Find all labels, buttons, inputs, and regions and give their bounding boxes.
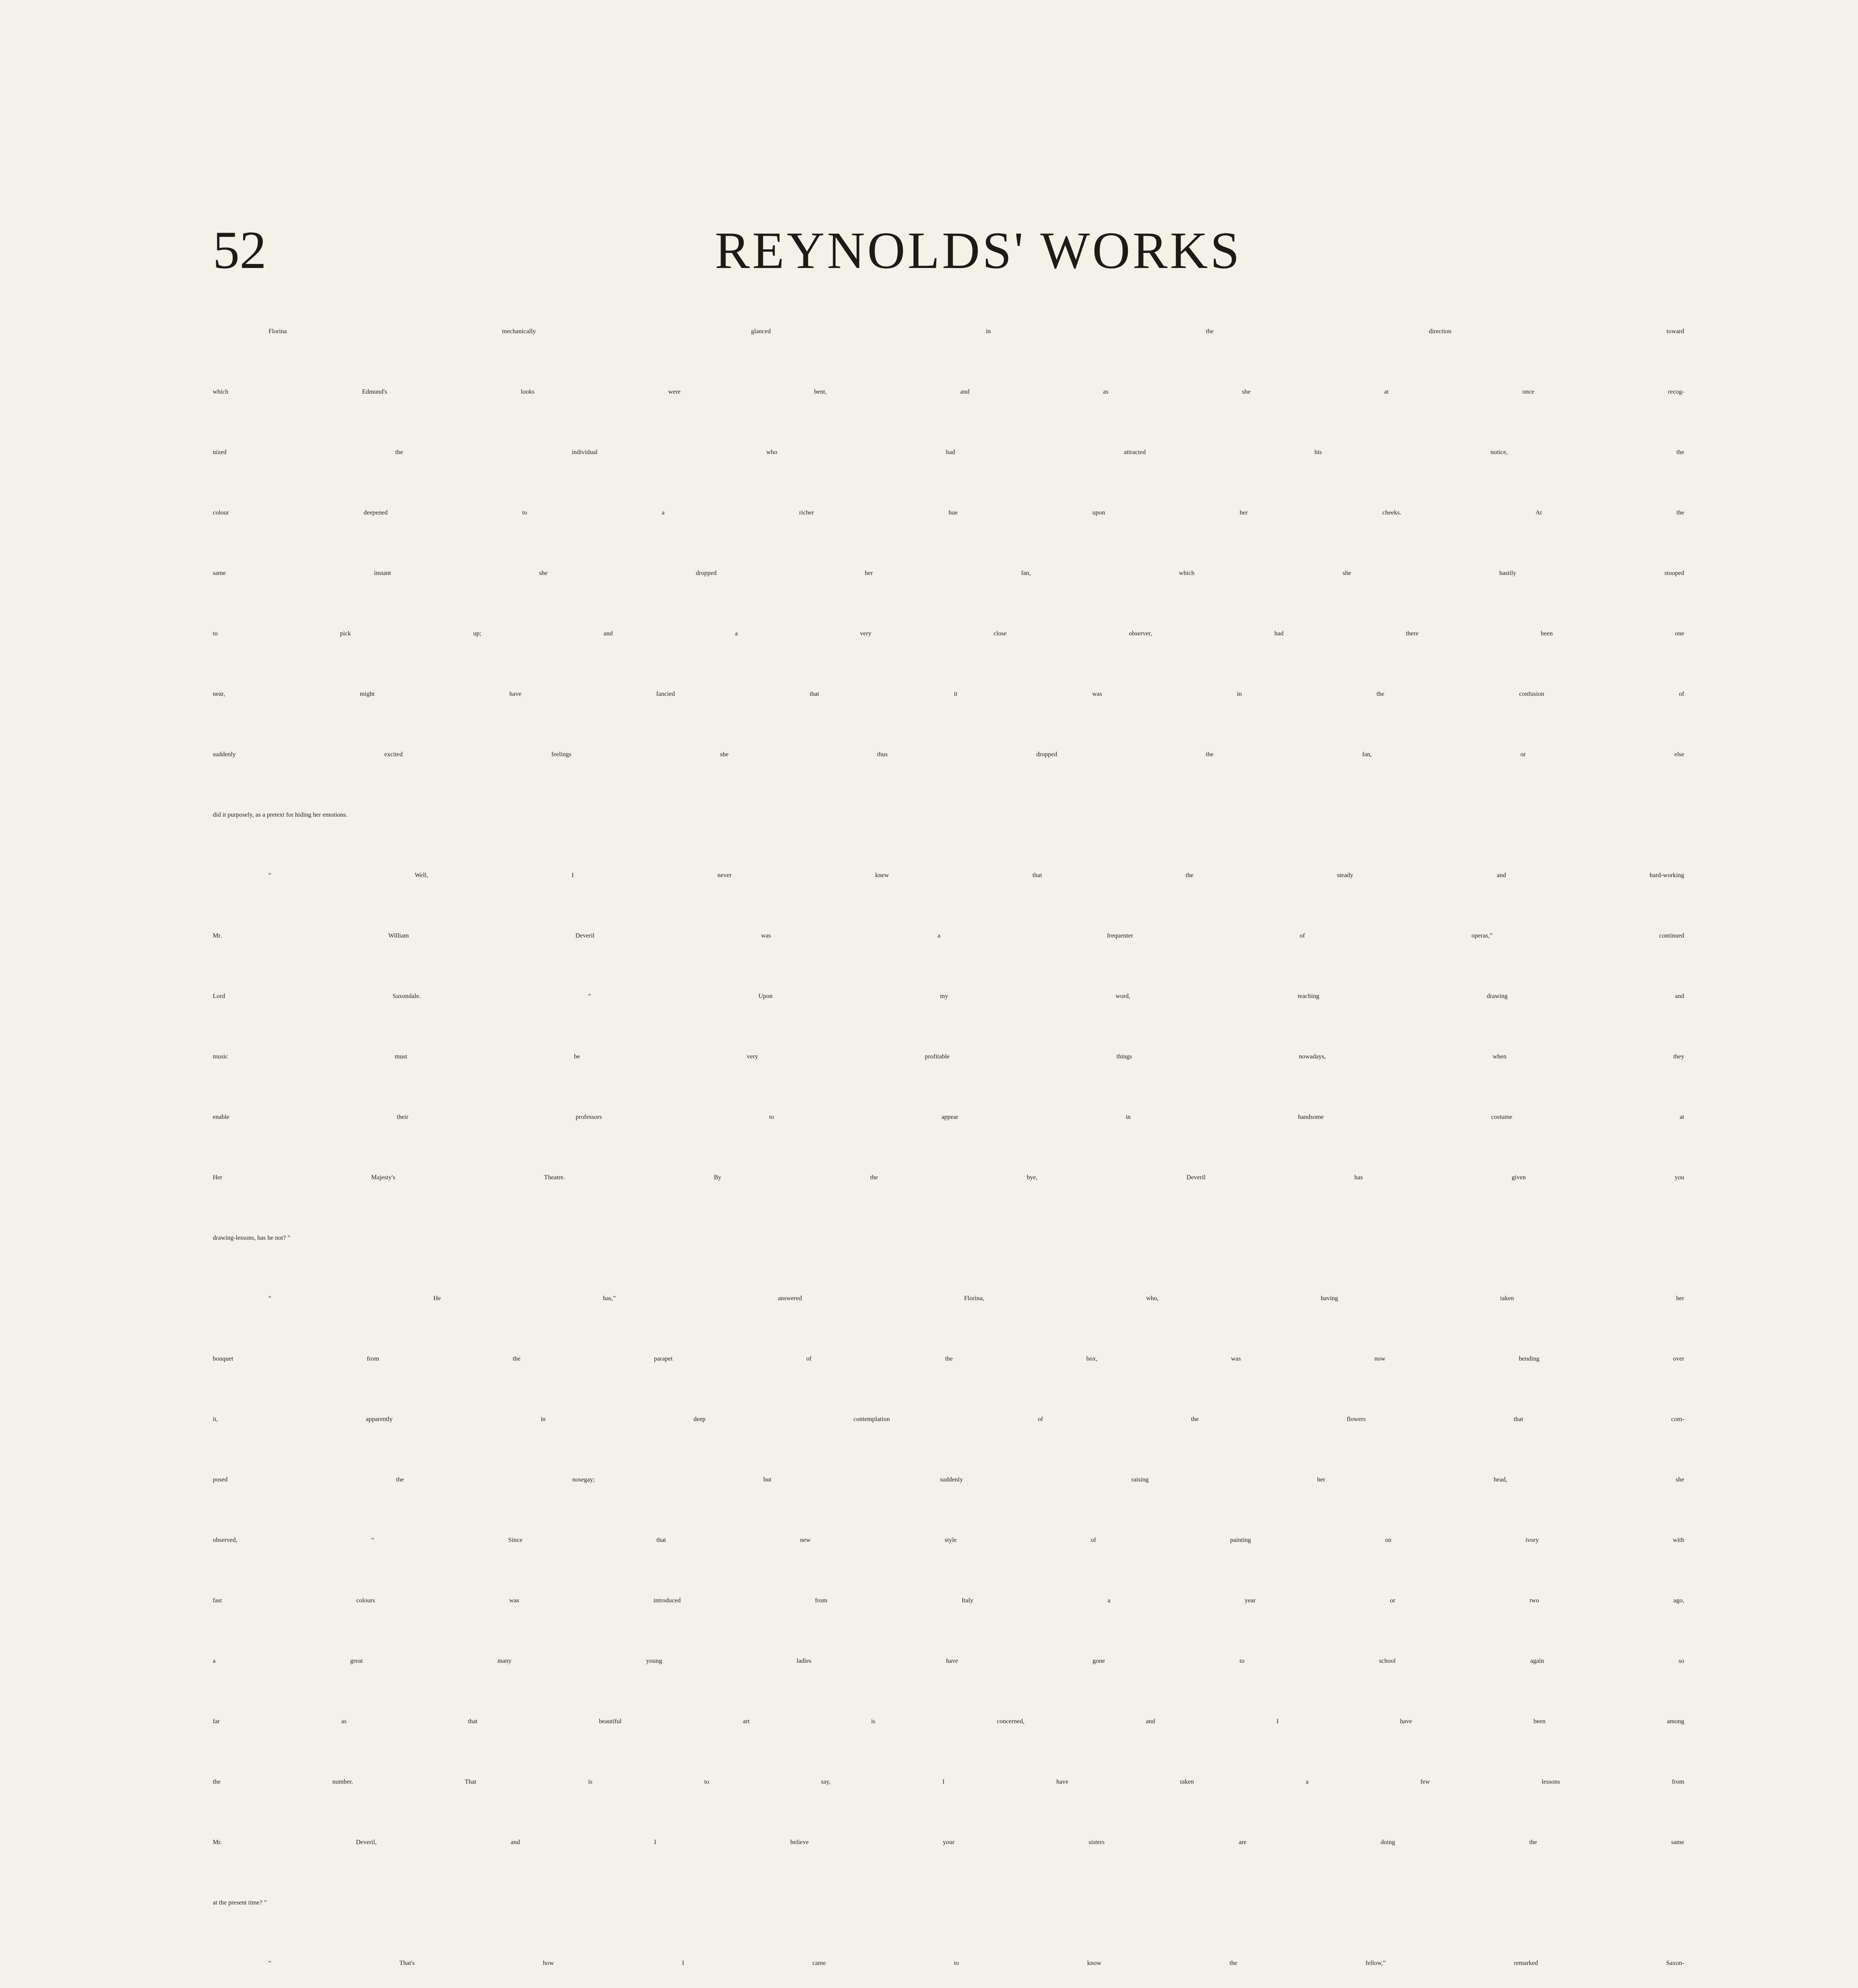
text-line: far as that beautiful art is concerned, and I have been among	[213, 1718, 1684, 1725]
page-number: 52	[213, 221, 266, 280]
text-line: enable their professors to appear in handsome costume at	[213, 1114, 1684, 1120]
text-line: at the present time? ”	[213, 1899, 267, 1906]
text-line: the number. That is to say, I have taken a few lessons from	[213, 1778, 1684, 1785]
paragraph-3	[213, 1295, 1684, 1960]
text-line: suddenly excited feelings she thus dropped the fan, or else	[213, 751, 1684, 758]
body-text	[213, 328, 1684, 1988]
text-line: drawing-lessons, has he not? ”	[213, 1235, 291, 1241]
text-line: which Edmund's looks were bent, and as she at once recog-	[213, 388, 1684, 395]
text-line: “ That's how I came to know the fellow,” remarked Saxon-	[268, 1960, 1684, 1967]
page-header	[213, 217, 1684, 284]
text-line: observed, “ Since that new style of painting on ivory with	[213, 1537, 1684, 1543]
text-line: a great many young ladies have gone to school again so	[213, 1658, 1684, 1664]
text-line: Lord Saxondale. “ Upon my word, teaching drawing and	[213, 993, 1684, 1000]
running-title: REYNOLDS' WORKS	[715, 221, 1242, 280]
text-line: “ Well, I never knew that the steady and hard-working	[268, 872, 1684, 879]
text-line: Mr. William Deveril was a frequenter of operas,” continued	[213, 932, 1684, 939]
text-line: music must be very profitable things nowadays, when they	[213, 1053, 1684, 1060]
text-line: same instant she dropped her fan, which she hastily stooped	[213, 570, 1684, 577]
text-line: bouquet from the parapet of the box, was now bending over	[213, 1355, 1684, 1362]
text-line: nized the individual who had attracted his notice, the	[213, 449, 1684, 456]
text-line: Mr. Deveril, and I believe your sisters are doing the same	[213, 1839, 1684, 1846]
text-line: it, apparently in deep contemplation of the flowers that com-	[213, 1416, 1684, 1423]
text-line: Florina mechanically glanced in the direction toward	[268, 328, 1684, 335]
text-line: colour deepened to a richer hue upon her cheeks. At the	[213, 509, 1684, 516]
text-line: fast colours was introduced from Italy a year or two ago,	[213, 1597, 1684, 1604]
text-line: posed the nosegay; but suddenly raising her head, she	[213, 1476, 1684, 1483]
text-line: to pick up; and a very close observer, had there been one	[213, 630, 1684, 637]
paragraph-1	[213, 328, 1684, 872]
text-line: “ He has,” answered Florina, who, having taken her	[268, 1295, 1684, 1302]
paragraph-4	[213, 1960, 1684, 1988]
paragraph-2	[213, 872, 1684, 1295]
text-line: near, might have fancied that it was in the confusion of	[213, 691, 1684, 697]
text-line: Her Majesty's Theatre. By the bye, Deveril has given you	[213, 1174, 1684, 1181]
text-line: did it purposely, as a pretext for hiding her emotions.	[213, 812, 348, 818]
